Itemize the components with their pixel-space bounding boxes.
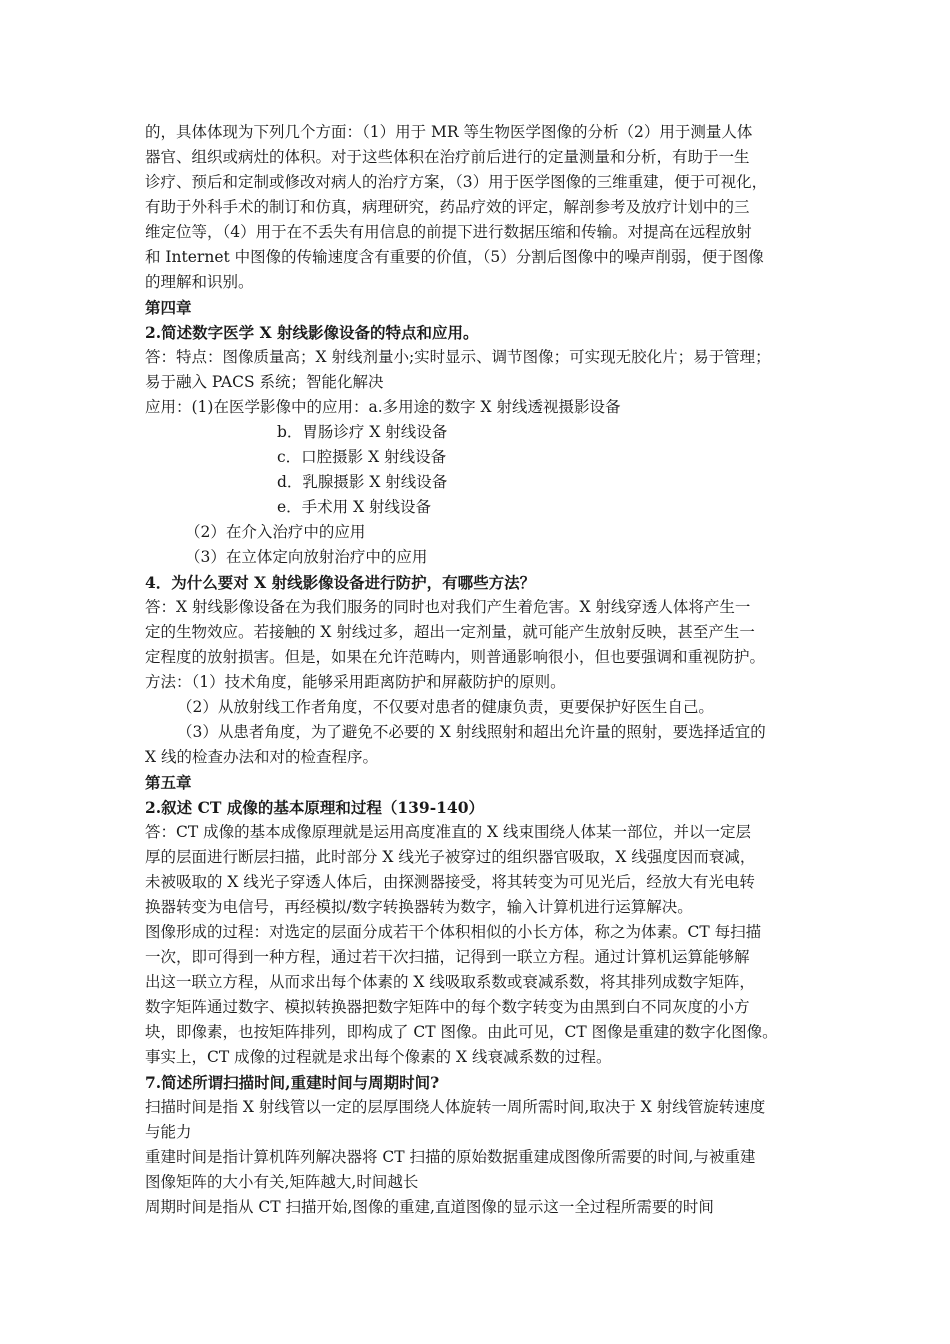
text-line: 一次，即可得到一种方程，通过若干次扫描，记得到一联立方程。通过计算机运算能够解 bbox=[145, 948, 750, 966]
text-line: 器官、组织或病灶的体积。对于这些体积在治疗前后进行的定量测量和分析，有助于一生 bbox=[145, 148, 750, 166]
text-line: 应用：(1)在医学影像中的应用：a.多用途的数字 X 射线透视摄影设备 bbox=[145, 398, 621, 416]
text-line: 定的生物效应。若接触的 X 射线过多，超出一定剂量，就可能产生放射反映，甚至产生一 bbox=[145, 623, 755, 641]
text-line: d．乳腺摄影 X 射线设备 bbox=[277, 473, 448, 491]
section-heading: 2.叙述 CT 成像的基本原理和过程（139-140） bbox=[145, 798, 484, 817]
section-heading: 4．为什么要对 X 射线影像设备进行防护，有哪些方法？ bbox=[145, 573, 536, 592]
text-line: 重建时间是指计算机阵列解决器将 CT 扫描的原始数据重建成图像所需要的时间,与被重建 bbox=[145, 1148, 756, 1166]
section-heading: 第四章 bbox=[145, 298, 192, 317]
text-line: （3）从患者角度，为了避免不必要的 X 射线照射和超出允许量的照射，要选择适宜的 bbox=[177, 723, 766, 741]
text-line: 事实上，CT 成像的过程就是求出每个像素的 X 线衰减系数的过程。 bbox=[145, 1048, 612, 1066]
section-heading: 2.简述数字医学 X 射线影像设备的特点和应用。 bbox=[145, 323, 479, 342]
text-line: 数字矩阵通过数字、模拟转换器把数字矩阵中的每个数字转变为由黑到白不同灰度的小方 bbox=[145, 998, 750, 1016]
text-line: 和 Internet 中图像的传输速度含有重要的价值，（5）分割后图像中的噪声削弱，便于图像 bbox=[145, 248, 764, 266]
text-line: 答：CT 成像的基本成像原理就是运用高度准直的 X 线束围绕人体某一部位，并以一定层 bbox=[145, 823, 752, 841]
text-line: 维定位等，（4）用于在不丢失有用信息的前提下进行数据压缩和传输。对提高在远程放射 bbox=[145, 223, 752, 241]
text-line: 的，具体体现为下列几个方面：（1）用于 MR 等生物医学图像的分析（2）用于测量人体 bbox=[145, 123, 753, 141]
section-heading: 7.简述所谓扫描时间,重建时间与周期时间? bbox=[145, 1073, 440, 1092]
text-line: 方法：（1）技术角度，能够采用距离防护和屏蔽防护的原则。 bbox=[145, 673, 566, 691]
text-line: 图像矩阵的大小有关,矩阵越大,时间越长 bbox=[145, 1173, 419, 1191]
text-line: 有助于外科手术的制订和仿真，病理研究，药品疗效的评定，解剖参考及放疗计划中的三 bbox=[145, 198, 750, 216]
text-line: 换器转变为电信号，再经模拟/数字转换器转为数字，输入计算机进行运算解决。 bbox=[145, 898, 693, 916]
text-line: （2）在介入治疗中的应用 bbox=[185, 523, 366, 541]
text-line: 图像形成的过程：对选定的层面分成若干个体积相似的小长方体，称之为体素。CT 每扫描 bbox=[145, 923, 762, 941]
text-line: 与能力 bbox=[145, 1123, 192, 1141]
text-line: X 线的检查办法和对的检查程序。 bbox=[145, 748, 378, 766]
text-line: （2）从放射线工作者角度，不仅要对患者的健康负责，更要保护好医生自己。 bbox=[177, 698, 714, 716]
text-line: 答：特点：图像质量高；X 射线剂量小;实时显示、调节图像；可实现无胶化片；易于管理； bbox=[145, 348, 771, 366]
text-line: 出这一联立方程，从而求出每个体素的 X 线吸取系数或衰减系数，将其排列成数字矩阵， bbox=[145, 973, 755, 991]
text-line: 扫描时间是指 X 射线管以一定的层厚围绕人体旋转一周所需时间,取决于 X 射线管旋转速度 bbox=[145, 1098, 766, 1116]
text-line: 块，即像素，也按矩阵排列，即构成了 CT 图像。由此可见，CT 图像是重建的数字化图像。 bbox=[145, 1023, 778, 1041]
document-page bbox=[145, 120, 825, 1220]
text-line: 答：X 射线影像设备在为我们服务的同时也对我们产生着危害。X 射线穿透人体将产生一 bbox=[145, 598, 751, 616]
text-line: e．手术用 X 射线设备 bbox=[277, 498, 432, 516]
text-line: 的理解和识别。 bbox=[145, 273, 254, 291]
text-line: 易于融入 PACS 系统；智能化解决 bbox=[145, 373, 384, 391]
text-line: c．口腔摄影 X 射线设备 bbox=[277, 448, 447, 466]
section-heading: 第五章 bbox=[145, 773, 192, 792]
text-line: 周期时间是指从 CT 扫描开始,图像的重建,直道图像的显示这一全过程所需要的时间 bbox=[145, 1198, 714, 1216]
text-line: 厚的层面进行断层扫描，此时部分 X 线光子被穿过的组织器官吸取，X 线强度因而衰减， bbox=[145, 848, 756, 866]
text-line: 诊疗、预后和定制或修改对病人的治疗方案，（3）用于医学图像的三维重建，便于可视化， bbox=[145, 173, 768, 191]
text-line: 定程度的放射损害。但是，如果在允许范畴内，则普通影响很小，但也要强调和重视防护。 bbox=[145, 648, 766, 666]
text-line: 未被吸取的 X 线光子穿透人体后，由探测器接受，将其转变为可见光后，经放大有光电转 bbox=[145, 873, 755, 891]
text-line: （3）在立体定向放射治疗中的应用 bbox=[185, 548, 428, 566]
text-line: b．胃肠诊疗 X 射线设备 bbox=[277, 423, 448, 441]
